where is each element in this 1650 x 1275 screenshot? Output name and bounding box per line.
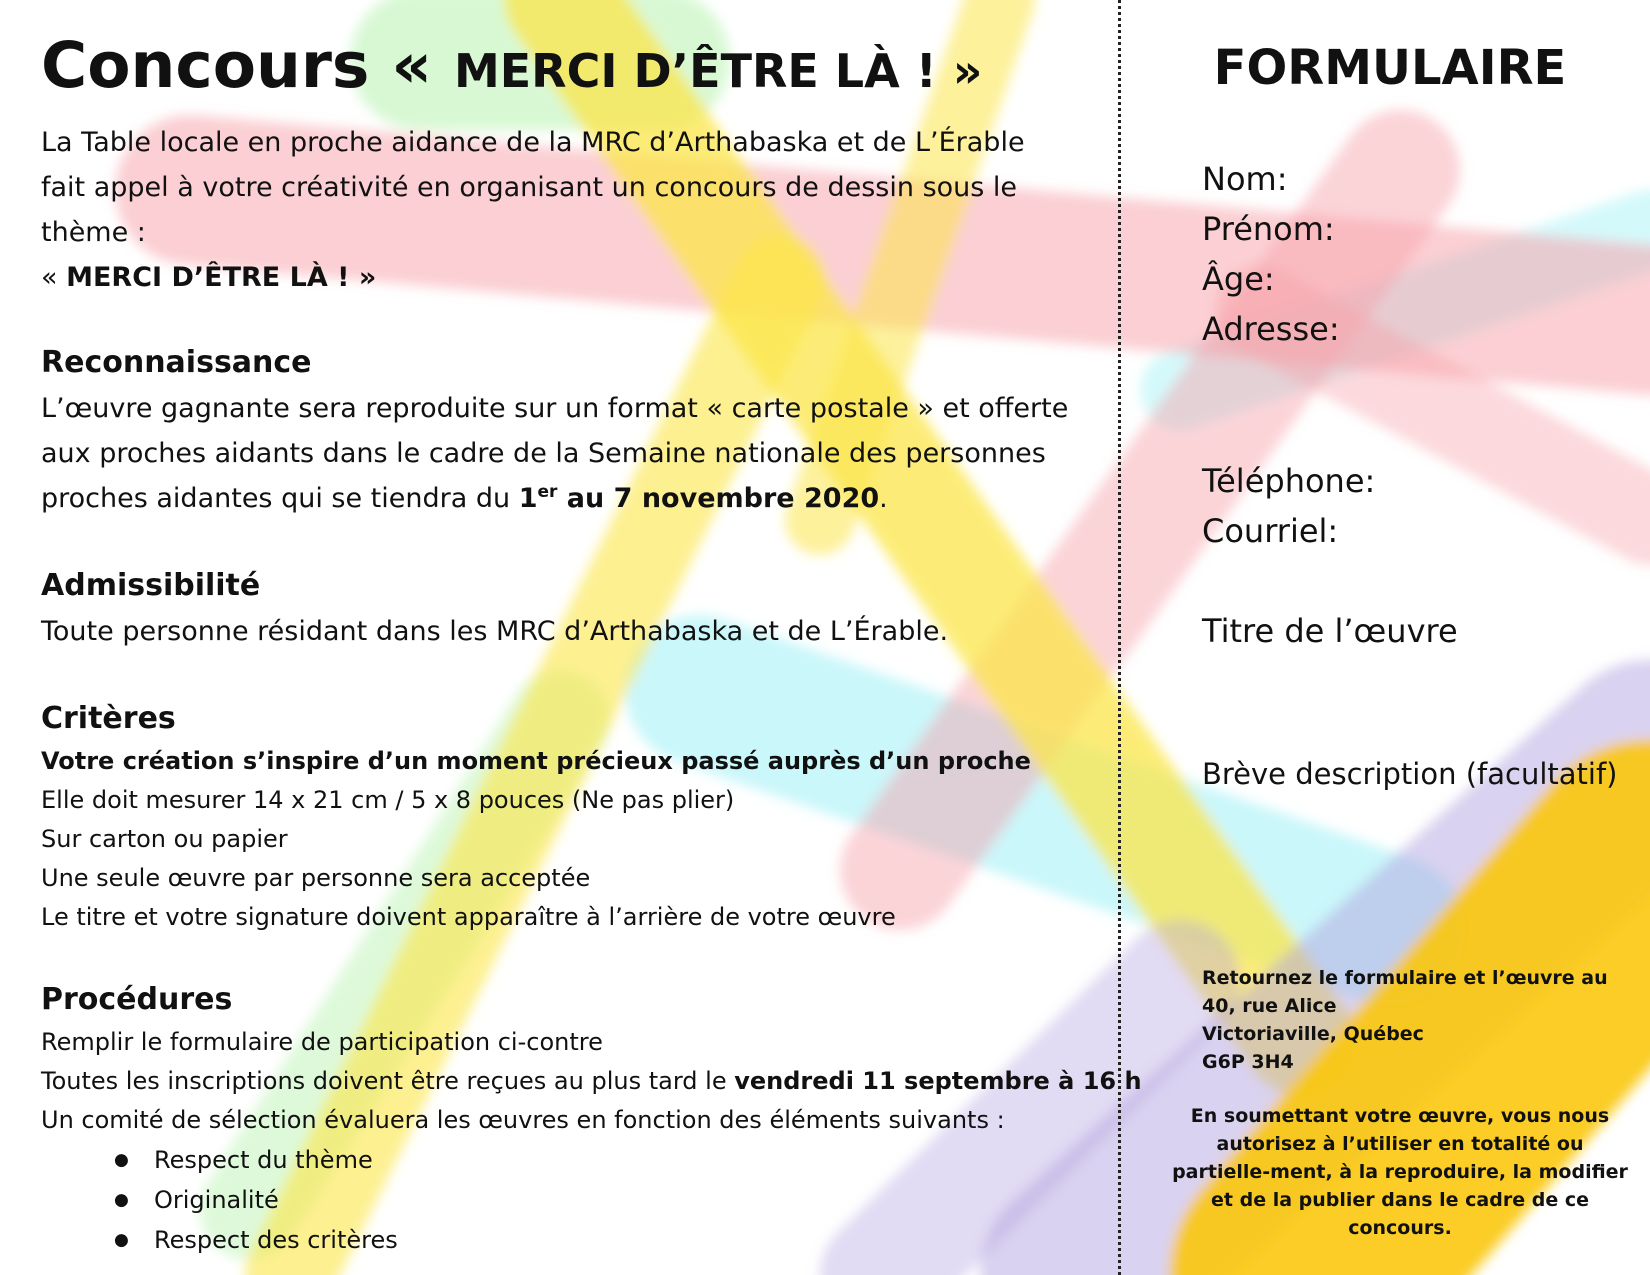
intro-paragraph (41, 120, 1071, 300)
date-sup: er (537, 482, 558, 502)
criteres-bold-line: Votre création s’inspire d’un moment précieux passé auprès d’un proche (41, 747, 1031, 775)
procedures-line: Un comité de sélection évaluera les œuvres en fonction des éléments suivants : (41, 1106, 1005, 1134)
section-heading-criteres: Critères (41, 701, 176, 736)
contest-info-column (41, 22, 1142, 1260)
reconnaissance-text: L’œuvre gagnante sera reproduite sur un format « carte postale » et offerte aux proches aidants dans le cadre de la Semaine nationale des personnes proches aidantes qui se tiendra du (41, 393, 1069, 514)
intro-theme-open: « (41, 262, 67, 293)
return-address (1202, 964, 1608, 1076)
form-title: FORMULAIRE (1213, 40, 1567, 96)
title-part-2: MERCI D’ÊTRE LÀ ! » (453, 44, 983, 98)
criteres-line: Le titre et votre signature doivent apparaître à l’arrière de votre œuvre (41, 903, 896, 931)
intro-theme: MERCI D’ÊTRE LÀ ! » (66, 262, 377, 293)
evaluation-bullets (41, 1140, 1081, 1260)
procedures-list (41, 1023, 1142, 1140)
date-day: 1 (518, 483, 538, 514)
criteres-line: Sur carton ou papier (41, 825, 288, 853)
return-line: Victoriaville, Québec (1202, 1023, 1424, 1045)
return-line: 40, rue Alice (1202, 995, 1337, 1017)
field-label-courriel: Courriel: (1202, 512, 1339, 550)
dotted-cut-line (1118, 0, 1121, 1275)
section-heading-reconnaissance: Reconnaissance (41, 345, 312, 380)
list-item: ● Respect des critères (114, 1220, 1081, 1260)
admissibilite-text: Toute personne résidant dans les MRC d’Arthabaska et de L’Érable. (41, 616, 949, 647)
reconnaissance-end: . (879, 483, 888, 514)
procedures-line: Remplir le formulaire de participation ci-contre (41, 1028, 603, 1056)
procedures-deadline-text: Toutes les inscriptions doivent être reçues au plus tard le (41, 1067, 735, 1095)
list-item: ● Respect du thème (114, 1140, 1081, 1180)
field-label-prenom: Prénom: (1202, 210, 1335, 248)
list-item: ● Originalité (114, 1180, 1081, 1220)
field-label-titre: Titre de l’œuvre (1202, 612, 1458, 650)
page-title (41, 22, 1081, 120)
criteres-line: Elle doit mesurer 14 x 21 cm / 5 x 8 pouces (Ne pas plier) (41, 786, 735, 814)
return-line: Retournez le formulaire et l’œuvre au (1202, 967, 1608, 989)
intro-text: La Table locale en proche aidance de la MRC d’Arthabaska et de L’Érable fait appel à votre créativité en organisant un concours de dessin sous le thème : (41, 127, 1025, 248)
return-line: G6P 3H4 (1202, 1051, 1294, 1073)
field-label-description: Brève description (facultatif) (1202, 757, 1618, 791)
field-label-age: Âge: (1202, 260, 1275, 298)
procedures-deadline: vendredi 11 septembre à 16 h (734, 1067, 1142, 1095)
procedures-line (41, 1062, 1142, 1101)
title-part-1: Concours « (41, 29, 454, 102)
field-label-telephone: Téléphone: (1202, 462, 1376, 500)
section-heading-procedures: Procédures (41, 982, 233, 1017)
field-label-adresse: Adresse: (1202, 310, 1340, 348)
date-rest: au 7 novembre 2020 (557, 483, 880, 514)
reconnaissance-date (519, 483, 879, 514)
reconnaissance-paragraph (41, 386, 1081, 521)
criteres-line: Une seule œuvre par personne sera acceptée (41, 864, 591, 892)
consent-notice: En soumettant votre œuvre, vous nous autorisez à l’utiliser en totalité ou partielle-ment, à la reproduire, la modifier et de la publier dans le cadre de ce concours. (1172, 1105, 1628, 1239)
field-label-nom: Nom: (1202, 160, 1288, 198)
criteres-list (41, 742, 1081, 937)
section-heading-admissibilite: Admissibilité (41, 568, 261, 603)
